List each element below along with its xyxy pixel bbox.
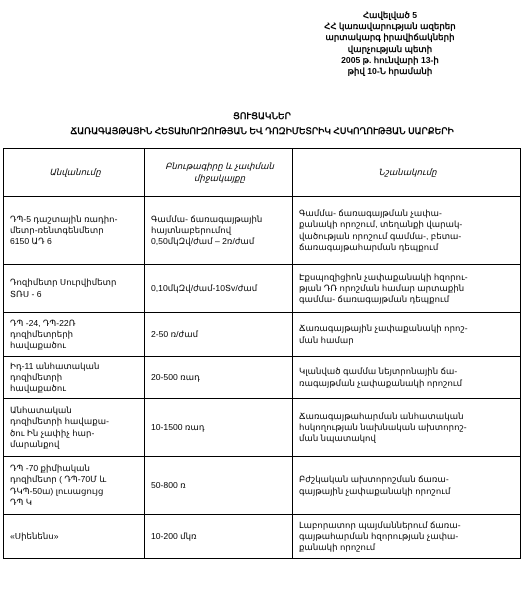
document-subtitle: ՃԱՌԱԳԱՅԹԱՅԻՆ ՀԵՏԱԽՈՒԶՈՒԹՅԱՆ ԵՎ ԴՈԶԻՄԵՏՐԻԿ ՀՍԿՈՂՈՒԹՅԱՆ ՍԱՐՔԵՐԻ — [70, 126, 454, 136]
cell-line: ԴՊ-5 դաշտային ռադիո- — [10, 213, 118, 224]
cell-line: Ճառագայթային չափաքանակի որոշ- — [299, 323, 468, 334]
cell-line: 50-800 ռ — [151, 479, 186, 490]
cell-line: հայտնաբերումով — [151, 224, 232, 235]
cell-line: Դոզիմետր Սուրվիմետր — [10, 277, 117, 288]
header-purpose — [293, 149, 521, 197]
table-row — [4, 265, 521, 313]
device-name-cell — [4, 197, 145, 265]
device-range-cell — [145, 313, 293, 357]
cell-line: մետր-ռենտգենմետր — [10, 224, 104, 235]
cell-line: 2-50 ռ/ժամ — [151, 328, 199, 339]
table-row — [4, 457, 521, 515]
device-purpose-cell — [293, 357, 521, 399]
cell-line: Գամմա- ճառագայթային — [151, 213, 263, 224]
cell-line: 10-1500 ռադ — [151, 421, 205, 432]
cell-line: ման համար — [299, 334, 354, 345]
annex-line: արտակարգ իրավիճակների — [325, 32, 455, 43]
device-range-cell — [145, 357, 293, 399]
cell-line: գայթահարման հզորության չափա- — [299, 530, 459, 541]
cell-line: 20-500 ռադ — [151, 371, 200, 382]
device-name-cell — [4, 515, 145, 559]
cell-line: ծու Ին չափիչ հար- — [10, 427, 95, 438]
cell-line: ԴԿՊ-50ա) լուսացույց — [10, 485, 104, 496]
cell-line: ՏՌՍ - 6 — [10, 288, 42, 299]
table-row — [4, 515, 521, 559]
cell-line: դոզիմետրերի — [10, 328, 74, 339]
device-name-cell — [4, 357, 145, 399]
device-purpose-cell — [293, 265, 521, 313]
device-range-cell — [145, 265, 293, 313]
cell-line: ԴՊ -24, ԴՊ-22Ռ — [10, 317, 76, 328]
cell-line: քանակի որոշում, տեղանքի վարակ- — [299, 219, 463, 230]
cell-line: ռագայթման չափաքանակի որոշում — [299, 377, 463, 388]
device-purpose-cell — [293, 399, 521, 457]
cell-line: ճառագայթահարման դեպքում — [299, 241, 439, 252]
annex-line: 2005 թ. հունվարի 13-ի — [341, 54, 439, 65]
device-table — [3, 148, 521, 559]
table-row — [4, 197, 521, 265]
header-range — [145, 149, 293, 197]
cell-line: Էքսպոզիցիոն չափաքանակի հզորու- — [299, 271, 468, 282]
cell-line: հսկողության նախնական ախտորոշ- — [299, 421, 467, 432]
table-header-row — [4, 149, 521, 197]
cell-line: 0,50մկԶվ/ժամ – 2ռ/ժամ — [151, 236, 255, 247]
cell-line: Բնութագիրը և չափման — [165, 161, 274, 172]
annex-block — [300, 10, 480, 77]
table-row — [4, 357, 521, 399]
table-row — [4, 399, 521, 457]
cell-line: Կլանված գամմա նեյտրոնային ճա- — [299, 366, 458, 377]
cell-line: քանակի որոշում — [299, 542, 376, 553]
cell-line: դոզիմետր ( ԴՊ-70Մ և — [10, 474, 107, 485]
cell-line: ԴՊ Կ — [10, 496, 33, 507]
cell-line: թյան ԴՌ որոշման համար արտաքին — [299, 282, 465, 293]
cell-line: հավաքածու — [10, 383, 67, 394]
device-purpose-cell — [293, 313, 521, 357]
cell-line: Նշանակումը — [378, 166, 437, 177]
annex-line: վարչության պետի — [347, 43, 433, 54]
cell-line: ԴՊ -70 քիմիական — [10, 463, 90, 474]
device-name-cell — [4, 265, 145, 313]
cell-line: Գամմա- ճառագայթման չափա- — [299, 208, 442, 219]
device-name-cell — [4, 313, 145, 357]
device-name-cell — [4, 457, 145, 515]
cell-line: դոզիմետրի հավաքա- — [10, 416, 109, 427]
cell-line: Բժշկական ախտորոշման ճառա- — [299, 474, 449, 485]
cell-line: 10-200 մկռ — [151, 530, 197, 541]
cell-line: հավաքածու — [10, 340, 67, 351]
cell-line: ման նպատակով — [299, 433, 376, 444]
cell-line: Անհատական — [10, 405, 72, 416]
cell-line: միջակայքը — [193, 172, 246, 183]
document-title: ՑՈՒՑԱԿՆԵՐ — [233, 111, 291, 121]
cell-line: մարանքով — [10, 438, 60, 449]
annex-line: Հավելված 5 — [362, 10, 418, 20]
cell-line: Անվանումը — [49, 166, 101, 177]
cell-line: Լաբորատոր պայմաններում ճառա- — [299, 519, 461, 530]
cell-line: գայթային չափաքանակի որոշում — [299, 485, 451, 496]
cell-line: դոզիմետրի — [10, 371, 63, 382]
cell-line: 0,10մկԶվ/ժամ-10Տv/ժամ — [151, 282, 258, 293]
cell-line: 6150 ԱԴ 6 — [10, 236, 52, 247]
header-name — [4, 149, 145, 197]
cell-line: գամմա- ճառագայթման դեպքում — [299, 294, 450, 305]
device-purpose-cell — [293, 457, 521, 515]
device-range-cell — [145, 197, 293, 265]
annex-line: թիվ 10-Ն հրամանի — [347, 66, 433, 77]
device-range-cell — [145, 399, 293, 457]
cell-line: Իդ-11 անհատական — [10, 360, 100, 371]
annex-line: ՀՀ կառավարության ազերեր — [324, 21, 456, 32]
cell-line: Ճառագայթահարման անհատական — [299, 410, 464, 421]
device-range-cell — [145, 457, 293, 515]
table-row — [4, 313, 521, 357]
device-range-cell — [145, 515, 293, 559]
device-purpose-cell — [293, 515, 521, 559]
device-purpose-cell — [293, 197, 521, 265]
device-name-cell — [4, 399, 145, 457]
cell-line: վածության որոշում գամմա-, բետա- — [299, 230, 462, 241]
cell-line: «Սիենենս» — [10, 530, 59, 541]
